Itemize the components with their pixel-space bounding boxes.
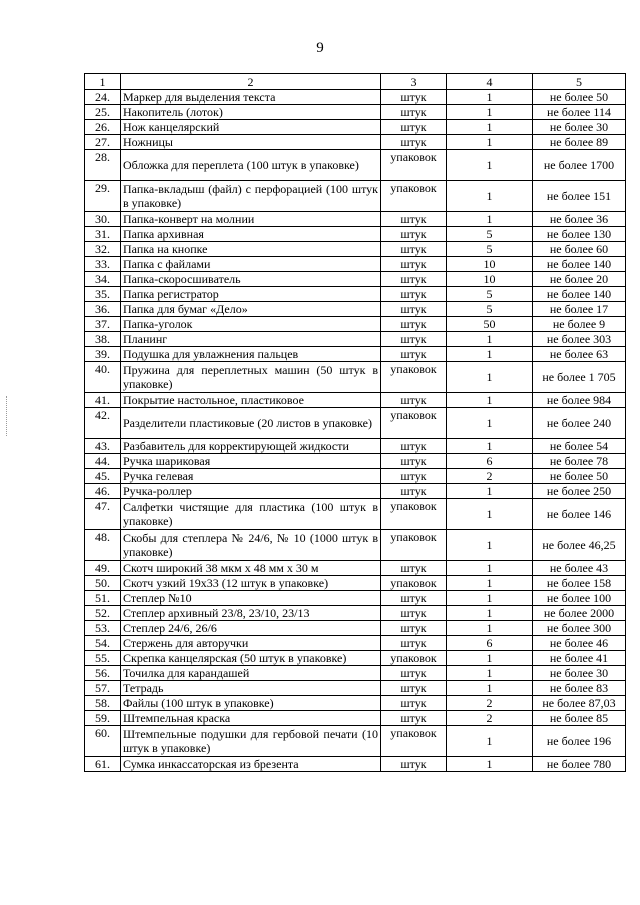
unit-of-measure: штук [381, 454, 447, 469]
quantity: 5 [447, 287, 533, 302]
price-limit: не более 46 [533, 636, 626, 651]
header-col-1: 1 [85, 74, 121, 90]
quantity: 1 [447, 757, 533, 772]
table-row [85, 530, 626, 561]
price-limit: не более 2000 [533, 606, 626, 621]
unit-of-measure: штук [381, 393, 447, 408]
row-number: 25. [85, 105, 121, 120]
table-row [85, 484, 626, 499]
unit-of-measure: штук [381, 469, 447, 484]
quantity: 1 [447, 561, 533, 576]
row-number: 44. [85, 454, 121, 469]
price-limit: не более 83 [533, 681, 626, 696]
table-row [85, 454, 626, 469]
row-number: 52. [85, 606, 121, 621]
row-number: 55. [85, 651, 121, 666]
table-row [85, 120, 626, 135]
row-number: 50. [85, 576, 121, 591]
row-number: 41. [85, 393, 121, 408]
table-row [85, 347, 626, 362]
price-limit: не более 60 [533, 242, 626, 257]
quantity: 1 [447, 120, 533, 135]
item-name: Ручка шариковая [121, 454, 381, 469]
unit-of-measure: штук [381, 90, 447, 105]
table-row [85, 576, 626, 591]
item-name: Стержень для авторучки [121, 636, 381, 651]
quantity: 1 [447, 150, 533, 181]
quantity: 2 [447, 696, 533, 711]
table-row [85, 242, 626, 257]
unit-of-measure: упаковок [381, 499, 447, 530]
quantity: 1 [447, 530, 533, 561]
row-number: 39. [85, 347, 121, 362]
row-number: 47. [85, 499, 121, 530]
table-row [85, 135, 626, 150]
unit-of-measure: штук [381, 757, 447, 772]
quantity: 1 [447, 499, 533, 530]
price-limit: не более 43 [533, 561, 626, 576]
unit-of-measure: штук [381, 272, 447, 287]
unit-of-measure: упаковок [381, 726, 447, 757]
table-row [85, 302, 626, 317]
table-row [85, 332, 626, 347]
row-number: 49. [85, 561, 121, 576]
item-name: Папка для бумаг «Дело» [121, 302, 381, 317]
quantity: 1 [447, 591, 533, 606]
price-limit: не более 140 [533, 287, 626, 302]
table-row [85, 681, 626, 696]
item-name: Штемпельная краска [121, 711, 381, 726]
unit-of-measure: штук [381, 606, 447, 621]
row-number: 56. [85, 666, 121, 681]
table-row [85, 90, 626, 105]
quantity: 2 [447, 469, 533, 484]
row-number: 32. [85, 242, 121, 257]
unit-of-measure: штук [381, 105, 447, 120]
table-row [85, 212, 626, 227]
unit-of-measure: упаковок [381, 181, 447, 212]
quantity: 1 [447, 726, 533, 757]
unit-of-measure: штук [381, 135, 447, 150]
item-name: Сумка инкассаторская из брезента [121, 757, 381, 772]
item-name: Степлер архивный 23/8, 23/10, 23/13 [121, 606, 381, 621]
row-number: 60. [85, 726, 121, 757]
item-name: Разбавитель для корректирующей жидкости [121, 439, 381, 454]
item-name: Скобы для степлера № 24/6, № 10 (1000 штук в упаковке) [121, 530, 381, 561]
price-limit: не более 87,03 [533, 696, 626, 711]
item-name: Скотч узкий 19x33 (12 штук в упаковке) [121, 576, 381, 591]
unit-of-measure: штук [381, 212, 447, 227]
table-row [85, 287, 626, 302]
quantity: 1 [447, 651, 533, 666]
row-number: 40. [85, 362, 121, 393]
table-row [85, 499, 626, 530]
item-name: Папка-уголок [121, 317, 381, 332]
item-name: Тетрадь [121, 681, 381, 696]
quantity: 1 [447, 181, 533, 212]
item-name: Папка с файлами [121, 257, 381, 272]
price-limit: не более 1700 [533, 150, 626, 181]
table-row [85, 591, 626, 606]
unit-of-measure: упаковок [381, 150, 447, 181]
table-row [85, 362, 626, 393]
table-row [85, 272, 626, 287]
price-limit: не более 30 [533, 666, 626, 681]
price-limit: не более 89 [533, 135, 626, 150]
header-col-3: 3 [381, 74, 447, 90]
unit-of-measure: штук [381, 561, 447, 576]
quantity: 5 [447, 227, 533, 242]
item-name: Степлер №10 [121, 591, 381, 606]
price-limit: не более 196 [533, 726, 626, 757]
item-name: Точилка для карандашей [121, 666, 381, 681]
quantity: 1 [447, 681, 533, 696]
item-name: Ручка гелевая [121, 469, 381, 484]
price-limit: не более 9 [533, 317, 626, 332]
table-row [85, 317, 626, 332]
item-name: Степлер 24/6, 26/6 [121, 621, 381, 636]
unit-of-measure: штук [381, 347, 447, 362]
table-row [85, 561, 626, 576]
price-limit: не более 114 [533, 105, 626, 120]
row-number: 38. [85, 332, 121, 347]
table-row [85, 439, 626, 454]
row-number: 24. [85, 90, 121, 105]
row-number: 61. [85, 757, 121, 772]
table-row [85, 105, 626, 120]
quantity: 1 [447, 362, 533, 393]
row-number: 58. [85, 696, 121, 711]
price-limit: не более 240 [533, 408, 626, 439]
table-row [85, 606, 626, 621]
item-name: Покрытие настольное, пластиковое [121, 393, 381, 408]
quantity: 1 [447, 408, 533, 439]
header-col-2: 2 [121, 74, 381, 90]
item-name: Скотч широкий 38 мкм х 48 мм х 30 м [121, 561, 381, 576]
table-row [85, 651, 626, 666]
quantity: 1 [447, 621, 533, 636]
margin-punch-marks [6, 396, 11, 436]
item-name: Нож канцелярский [121, 120, 381, 135]
item-name: Подушка для увлажнения пальцев [121, 347, 381, 362]
item-name: Папка на кнопке [121, 242, 381, 257]
table-row [85, 666, 626, 681]
price-limit: не более 50 [533, 469, 626, 484]
row-number: 43. [85, 439, 121, 454]
quantity: 1 [447, 105, 533, 120]
table-row [85, 726, 626, 757]
quantity: 6 [447, 636, 533, 651]
price-limit: не более 140 [533, 257, 626, 272]
header-col-5: 5 [533, 74, 626, 90]
item-name: Папка регистратор [121, 287, 381, 302]
table-header-row [85, 74, 626, 90]
item-name: Разделители пластиковые (20 листов в упаковке) [121, 408, 381, 439]
quantity: 1 [447, 606, 533, 621]
row-number: 33. [85, 257, 121, 272]
unit-of-measure: штук [381, 621, 447, 636]
row-number: 42. [85, 408, 121, 439]
price-limit: не более 17 [533, 302, 626, 317]
table-row [85, 227, 626, 242]
price-limit: не более 303 [533, 332, 626, 347]
row-number: 54. [85, 636, 121, 651]
row-number: 31. [85, 227, 121, 242]
price-limit: не более 30 [533, 120, 626, 135]
price-limit: не более 20 [533, 272, 626, 287]
item-name: Пружина для переплетных машин (50 штук в упаковке) [121, 362, 381, 393]
unit-of-measure: штук [381, 120, 447, 135]
row-number: 29. [85, 181, 121, 212]
table-row [85, 393, 626, 408]
unit-of-measure: штук [381, 287, 447, 302]
unit-of-measure: штук [381, 484, 447, 499]
item-name: Обложка для переплета (100 штук в упаковке) [121, 150, 381, 181]
header-col-4: 4 [447, 74, 533, 90]
table-row [85, 621, 626, 636]
price-limit: не более 146 [533, 499, 626, 530]
quantity: 5 [447, 302, 533, 317]
unit-of-measure: штук [381, 711, 447, 726]
quantity: 2 [447, 711, 533, 726]
quantity: 1 [447, 439, 533, 454]
table-row [85, 181, 626, 212]
table-row [85, 257, 626, 272]
row-number: 27. [85, 135, 121, 150]
table-row [85, 150, 626, 181]
item-name: Салфетки чистящие для пластика (100 штук в упаковке) [121, 499, 381, 530]
quantity: 1 [447, 90, 533, 105]
row-number: 48. [85, 530, 121, 561]
unit-of-measure: упаковок [381, 362, 447, 393]
quantity: 5 [447, 242, 533, 257]
unit-of-measure: штук [381, 317, 447, 332]
row-number: 46. [85, 484, 121, 499]
price-limit: не более 100 [533, 591, 626, 606]
table-row [85, 696, 626, 711]
quantity: 1 [447, 666, 533, 681]
price-limit: не более 50 [533, 90, 626, 105]
unit-of-measure: штук [381, 696, 447, 711]
price-limit: не более 250 [533, 484, 626, 499]
quantity: 10 [447, 257, 533, 272]
page-number: 9 [316, 40, 324, 56]
unit-of-measure: штук [381, 681, 447, 696]
unit-of-measure: штук [381, 439, 447, 454]
price-limit: не более 158 [533, 576, 626, 591]
row-number: 51. [85, 591, 121, 606]
table-row [85, 757, 626, 772]
row-number: 28. [85, 150, 121, 181]
quantity: 10 [447, 272, 533, 287]
quantity: 1 [447, 393, 533, 408]
quantity: 1 [447, 135, 533, 150]
quantity: 1 [447, 332, 533, 347]
unit-of-measure: штук [381, 302, 447, 317]
unit-of-measure: штук [381, 666, 447, 681]
unit-of-measure: штук [381, 257, 447, 272]
unit-of-measure: упаковок [381, 651, 447, 666]
price-limit: не более 36 [533, 212, 626, 227]
item-name: Ножницы [121, 135, 381, 150]
price-limit: не более 85 [533, 711, 626, 726]
item-name: Маркер для выделения текста [121, 90, 381, 105]
quantity: 1 [447, 347, 533, 362]
table-row [85, 408, 626, 439]
item-name: Скрепка канцелярская (50 штук в упаковке) [121, 651, 381, 666]
price-limit: не более 1 705 [533, 362, 626, 393]
unit-of-measure: упаковок [381, 576, 447, 591]
row-number: 26. [85, 120, 121, 135]
item-name: Папка-вкладыш (файл) с перфорацией (100 штук в упаковке) [121, 181, 381, 212]
unit-of-measure: штук [381, 227, 447, 242]
item-name: Штемпельные подушки для гербовой печати (10 штук в упаковке) [121, 726, 381, 757]
unit-of-measure: упаковок [381, 408, 447, 439]
row-number: 36. [85, 302, 121, 317]
procurement-table [84, 73, 626, 772]
quantity: 1 [447, 484, 533, 499]
item-name: Папка архивная [121, 227, 381, 242]
row-number: 53. [85, 621, 121, 636]
unit-of-measure: штук [381, 242, 447, 257]
quantity: 50 [447, 317, 533, 332]
table-row [85, 711, 626, 726]
row-number: 57. [85, 681, 121, 696]
price-limit: не более 300 [533, 621, 626, 636]
unit-of-measure: штук [381, 332, 447, 347]
quantity: 1 [447, 576, 533, 591]
price-limit: не более 78 [533, 454, 626, 469]
item-name: Файлы (100 штук в упаковке) [121, 696, 381, 711]
row-number: 34. [85, 272, 121, 287]
item-name: Планинг [121, 332, 381, 347]
unit-of-measure: штук [381, 591, 447, 606]
price-limit: не более 151 [533, 181, 626, 212]
item-name: Ручка-роллер [121, 484, 381, 499]
row-number: 30. [85, 212, 121, 227]
row-number: 45. [85, 469, 121, 484]
table-body [85, 90, 626, 772]
quantity: 1 [447, 212, 533, 227]
item-name: Папка-скоросшиватель [121, 272, 381, 287]
item-name: Накопитель (лоток) [121, 105, 381, 120]
price-limit: не более 54 [533, 439, 626, 454]
price-limit: не более 780 [533, 757, 626, 772]
table-row [85, 469, 626, 484]
quantity: 6 [447, 454, 533, 469]
row-number: 35. [85, 287, 121, 302]
price-limit: не более 63 [533, 347, 626, 362]
price-limit: не более 984 [533, 393, 626, 408]
row-number: 37. [85, 317, 121, 332]
item-name: Папка-конверт на молнии [121, 212, 381, 227]
unit-of-measure: упаковок [381, 530, 447, 561]
price-limit: не более 130 [533, 227, 626, 242]
table-row [85, 636, 626, 651]
row-number: 59. [85, 711, 121, 726]
price-limit: не более 41 [533, 651, 626, 666]
price-limit: не более 46,25 [533, 530, 626, 561]
unit-of-measure: штук [381, 636, 447, 651]
